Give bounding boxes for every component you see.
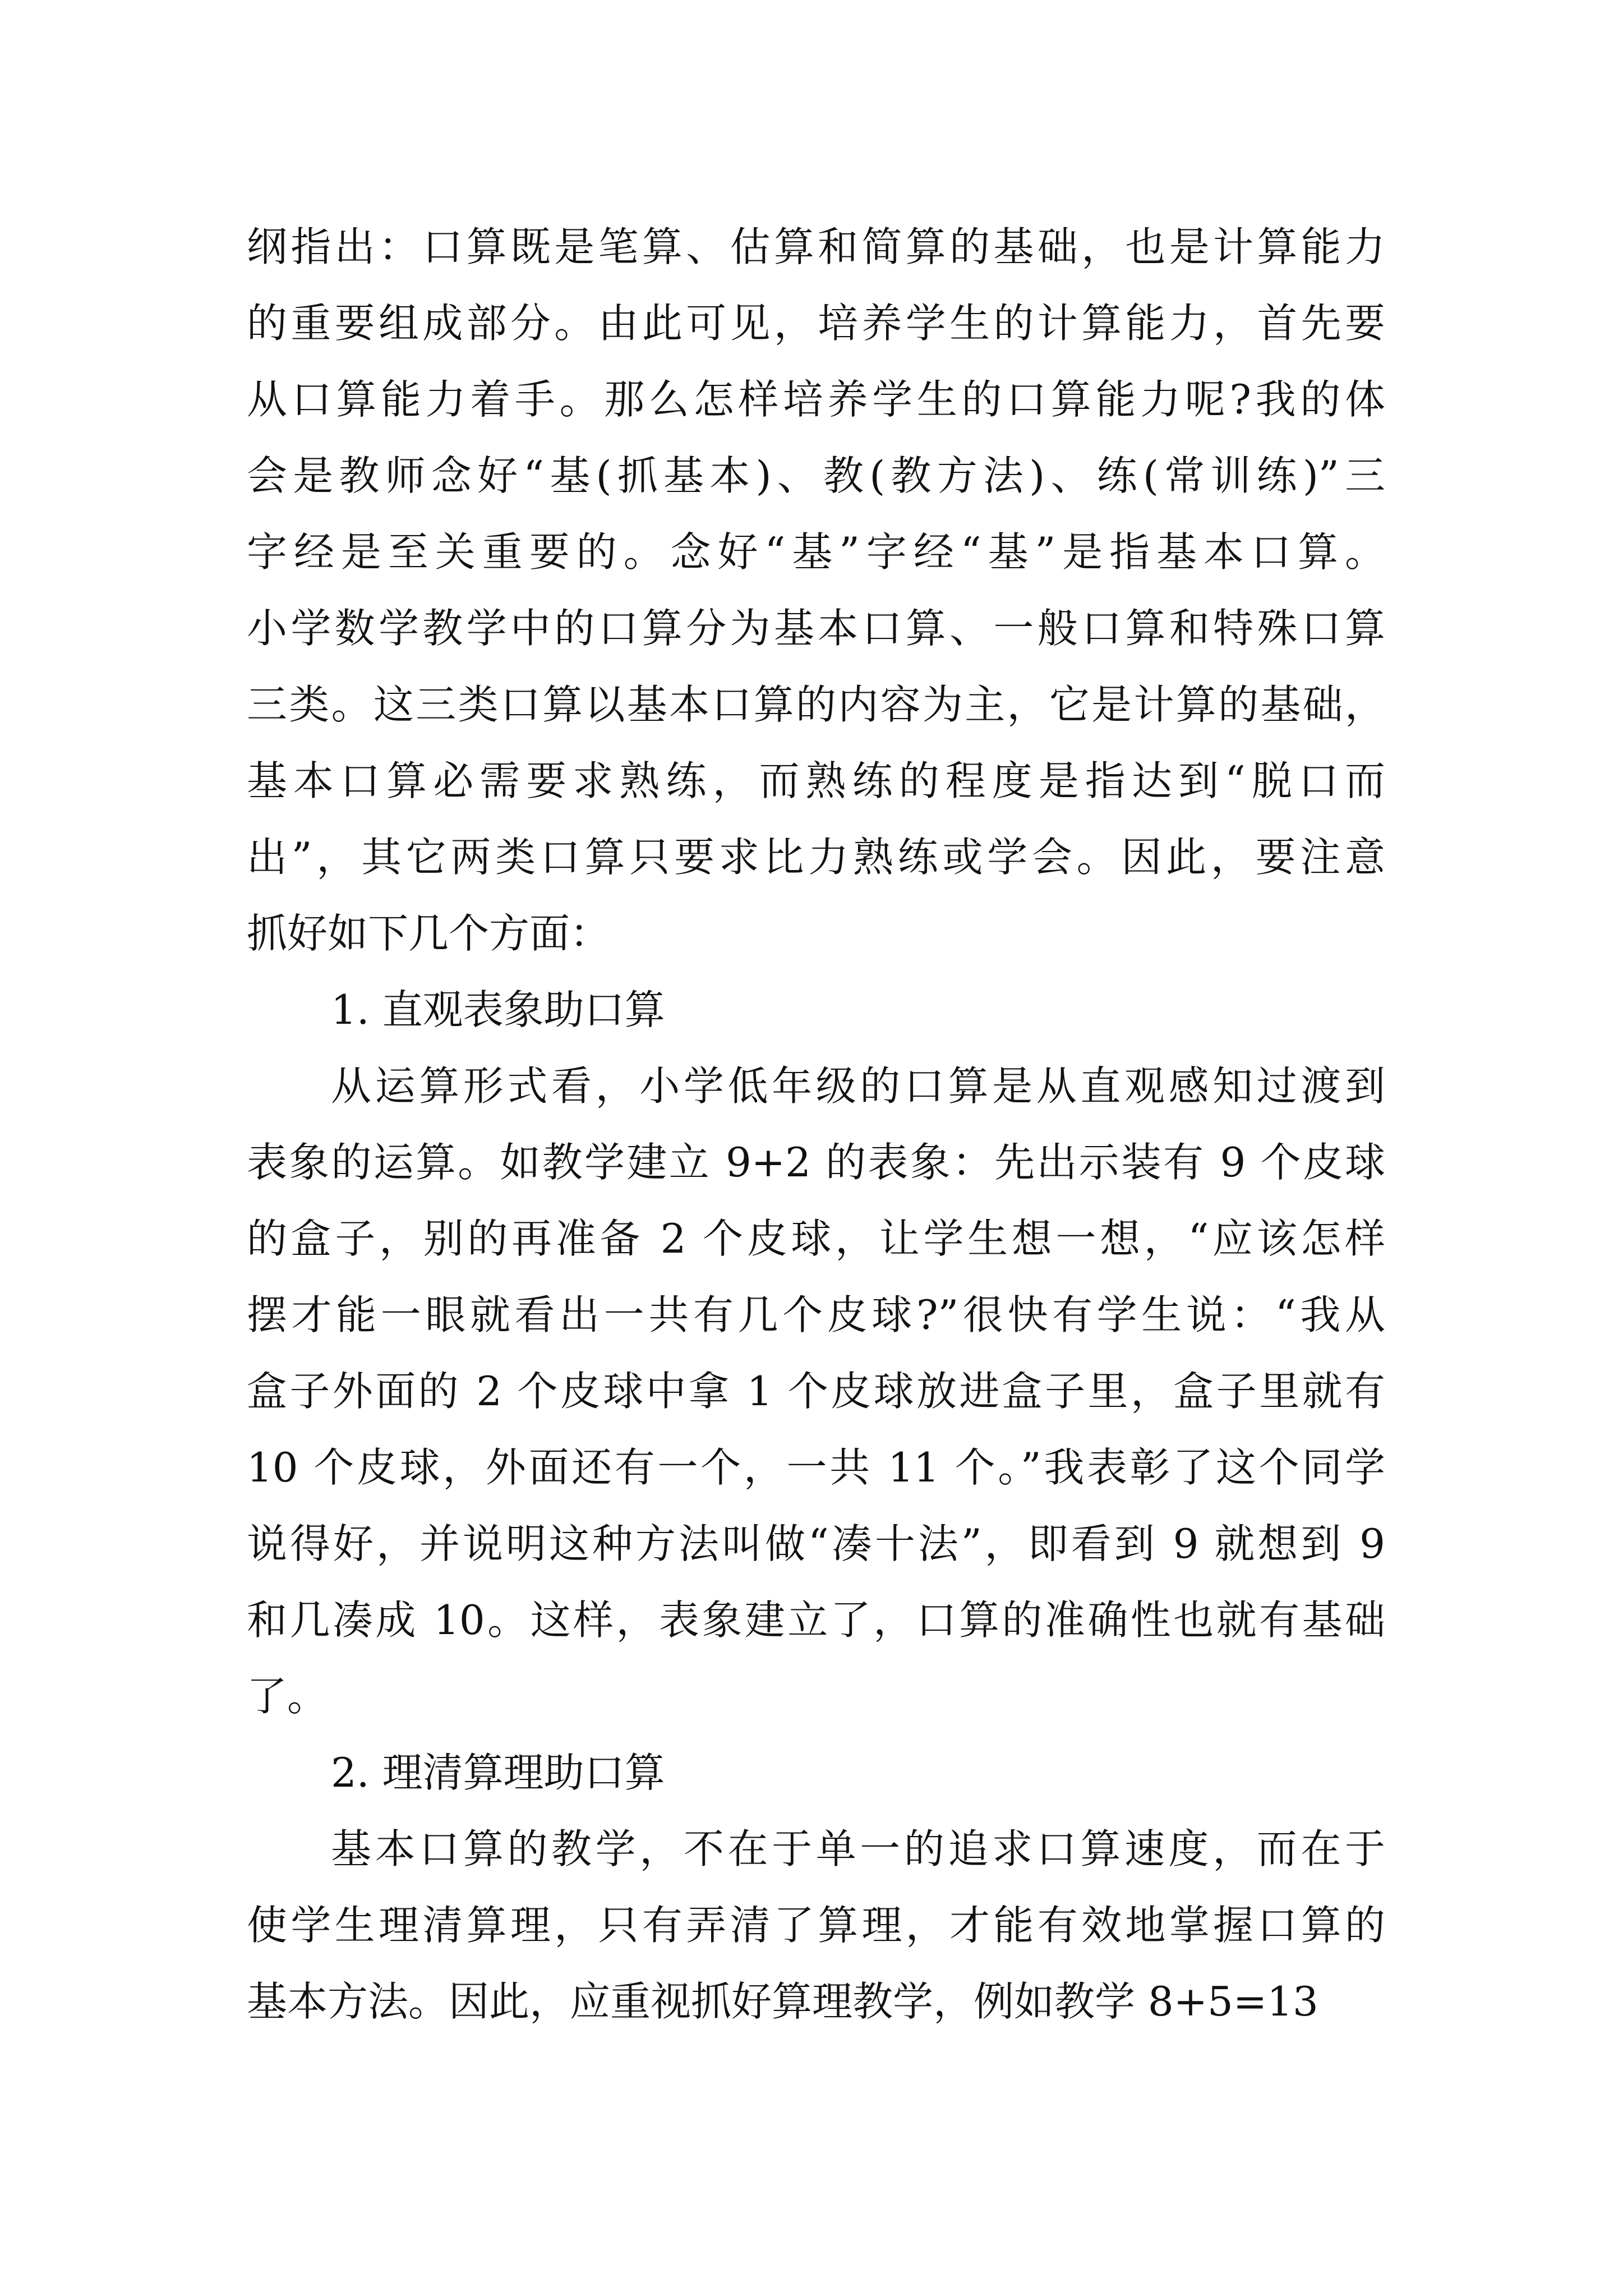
text-line: 使学生理清算理，只有弄清了算理，才能有效地掌握口算的 xyxy=(247,1902,1385,1949)
text-line: 说得好，并说明这种方法叫做“凑十法”，即看到 9 就想到 9 xyxy=(247,1520,1385,1567)
text-line: 三类。这三类口算以基本口算的内容为主，它是计算的基础， xyxy=(247,681,1385,728)
text-line: 的重要组成部分。由此可见，培养学生的计算能力，首先要 xyxy=(247,300,1385,347)
text-line: 抓好如下几个方面： xyxy=(247,910,611,957)
text-line: 基本口算必需要求熟练，而熟练的程度是指达到“脱口而 xyxy=(247,757,1385,804)
text-line: 10 个皮球，外面还有一个，一共 11 个。”我表彰了这个同学 xyxy=(247,1444,1385,1491)
text-line: 表象的运算。如教学建立 9+2 的表象：先出示装有 9 个皮球 xyxy=(247,1139,1385,1186)
text-line: 小学数学教学中的口算分为基本口算、一般口算和特殊口算 xyxy=(247,605,1385,652)
text-line: 会是教师念好“基(抓基本)、教(教方法)、练(常训练)”三 xyxy=(247,452,1385,499)
text-line: 盒子外面的 2 个皮球中拿 1 个皮球放进盒子里，盒子里就有 xyxy=(247,1368,1385,1415)
text-line: 从运算形式看，小学低年级的口算是从直观感知过渡到 xyxy=(331,1062,1385,1110)
section-heading: 1. 直观表象助口算 xyxy=(331,986,665,1033)
text-line: 基本口算的教学，不在于单一的追求口算速度，而在于 xyxy=(331,1825,1385,1872)
text-line: 基本方法。因此，应重视抓好算理教学，例如教学 8+5=13 xyxy=(247,1978,1318,2025)
text-line: 的盒子，别的再准备 2 个皮球，让学生想一想，“应该怎样 xyxy=(247,1215,1385,1262)
text-line: 出”，其它两类口算只要求比力熟练或学会。因此，要注意 xyxy=(247,834,1385,881)
section-heading: 2. 理清算理助口算 xyxy=(331,1749,665,1796)
text-line: 和几凑成 10。这样，表象建立了，口算的准确性也就有基础 xyxy=(247,1596,1385,1644)
text-line: 摆才能一眼就看出一共有几个皮球?”很快有学生说：“我从 xyxy=(247,1291,1385,1338)
text-line: 字经是至关重要的。念好“基”字经“基”是指基本口算。 xyxy=(247,528,1385,576)
text-line: 纲指出：口算既是笔算、估算和简算的基础，也是计算能力 xyxy=(247,223,1385,270)
text-line: 从口算能力着手。那么怎样培养学生的口算能力呢?我的体 xyxy=(247,376,1385,423)
document-body xyxy=(247,209,1385,2040)
text-line: 了。 xyxy=(247,1673,328,1720)
